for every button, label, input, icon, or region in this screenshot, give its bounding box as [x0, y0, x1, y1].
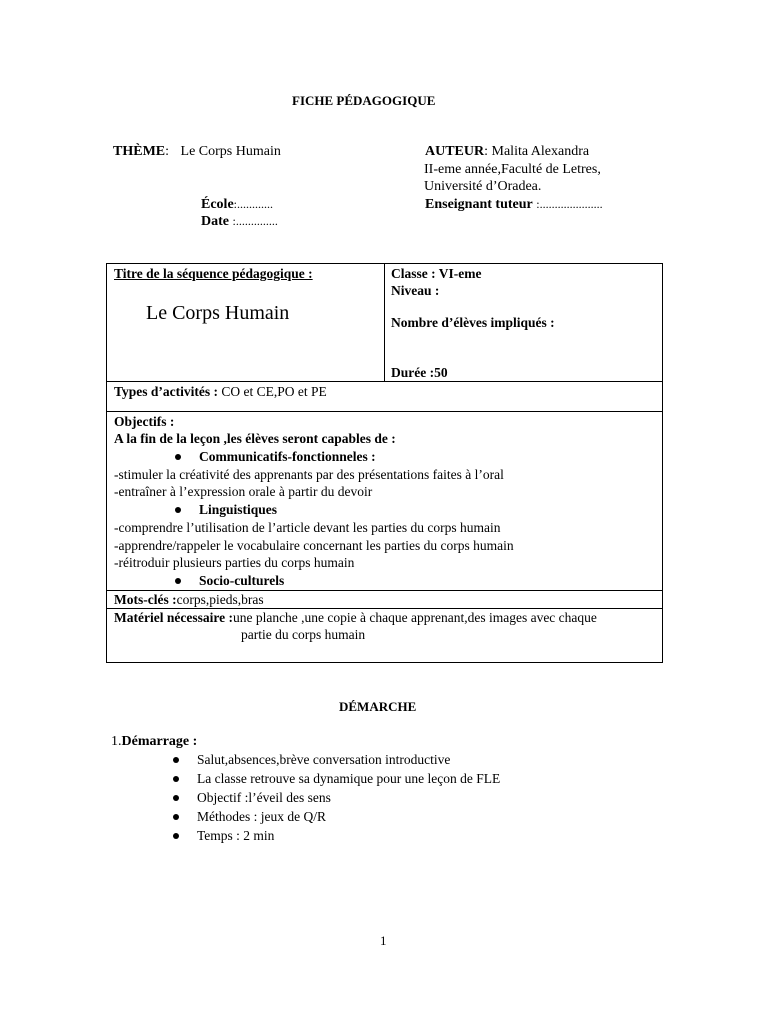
materiel [114, 609, 597, 627]
theme-line [113, 143, 281, 161]
list-item: Salut,absences,brève conversation introductive [173, 751, 450, 769]
mots-cles-value: corps,pieds,bras [176, 592, 264, 607]
tuteur-line [425, 195, 603, 214]
table-divider [107, 411, 662, 412]
types-label: Types d’activités : [114, 384, 218, 399]
auteur-value: : Malita Alexandra [484, 144, 590, 159]
auteur-line [425, 143, 589, 161]
list-item: -apprendre/rappeler le vocabulaire concernant les parties du corps humain [114, 538, 514, 553]
nombre-eleves-field: Nombre d’élèves impliqués : [391, 315, 555, 330]
table-divider [107, 381, 662, 382]
step-heading [111, 733, 197, 751]
list-item: -comprendre l’utilisation de l’article devant les parties du corps humain [114, 520, 501, 535]
duree-field: Durée :50 [391, 365, 448, 380]
bullet-icon [175, 454, 181, 460]
socio-heading: Socio-culturels [175, 572, 284, 590]
bullet-icon [175, 507, 181, 513]
date-label: Date [201, 214, 229, 229]
bullet-icon [173, 776, 179, 782]
auteur-label: AUTEUR [425, 144, 485, 159]
theme-value: Le Corps Humain [180, 144, 281, 159]
bullet-icon [173, 833, 179, 839]
titre-value: Le Corps Humain [146, 302, 290, 324]
materiel-label: Matériel nécessaire : [114, 610, 233, 625]
types-activites [114, 383, 327, 401]
bullet-icon [173, 757, 179, 763]
list-item: -entraîner à l’expression orale à partir du devoir [114, 484, 373, 499]
list-item: La classe retrouve sa dynamique pour une leçon de FLE [173, 770, 500, 788]
auteur-detail-1: II-eme année,Faculté de Letres, [424, 162, 601, 177]
tuteur-label: Enseignant tuteur [425, 197, 533, 212]
tuteur-value: :..................... [536, 197, 603, 211]
objectifs-label: Objectifs : [114, 414, 175, 429]
materiel-value: une planche ,une copie à chaque apprenant,des images avec chaque [232, 610, 597, 625]
theme-label: THÈME [113, 144, 166, 159]
mots-cles [114, 591, 264, 609]
table-divider-vertical [384, 264, 385, 382]
step-number: 1. [111, 734, 122, 749]
ecole-label: École [201, 197, 234, 212]
bullet-icon [173, 814, 179, 820]
niveau-field: Niveau : [391, 283, 440, 298]
theme-colon: : [165, 144, 170, 159]
titre-label: Titre de la séquence pédagogique : [114, 266, 313, 281]
list-item: Méthodes : jeux de Q/R [173, 808, 326, 826]
ecole-value: :............ [233, 197, 273, 211]
bullet-icon [173, 795, 179, 801]
list-item: Temps : 2 min [173, 827, 274, 845]
comm-heading: Communicatifs-fonctionneles : [175, 448, 376, 466]
date-line [201, 212, 278, 231]
types-value: CO et CE,PO et PE [218, 384, 327, 399]
page-title: FICHE PÉDAGOGIQUE [292, 93, 436, 108]
date-value: :.............. [232, 214, 278, 228]
materiel-value-cont: partie du corps humain [241, 627, 366, 642]
demarche-title: DÉMARCHE [339, 699, 417, 714]
list-item: -réitroduir plusieurs parties du corps humain [114, 555, 355, 570]
classe-field: Classe : VI-eme [391, 266, 482, 281]
list-item: -stimuler la créativité des apprenants par des présentations faites à l’oral [114, 467, 504, 482]
lesson-table [106, 263, 663, 663]
objectifs-intro: A la fin de la leçon ,les élèves seront capables de : [114, 431, 396, 446]
auteur-detail-2: Université d’Oradea. [424, 179, 542, 194]
ling-heading: Linguistiques [175, 501, 277, 519]
mots-cles-label: Mots-clés : [114, 592, 177, 607]
bullet-icon [175, 578, 181, 584]
page-number: 1 [380, 933, 387, 948]
step-label: Démarrage : [121, 734, 198, 749]
list-item: Objectif :l’éveil des sens [173, 789, 331, 807]
